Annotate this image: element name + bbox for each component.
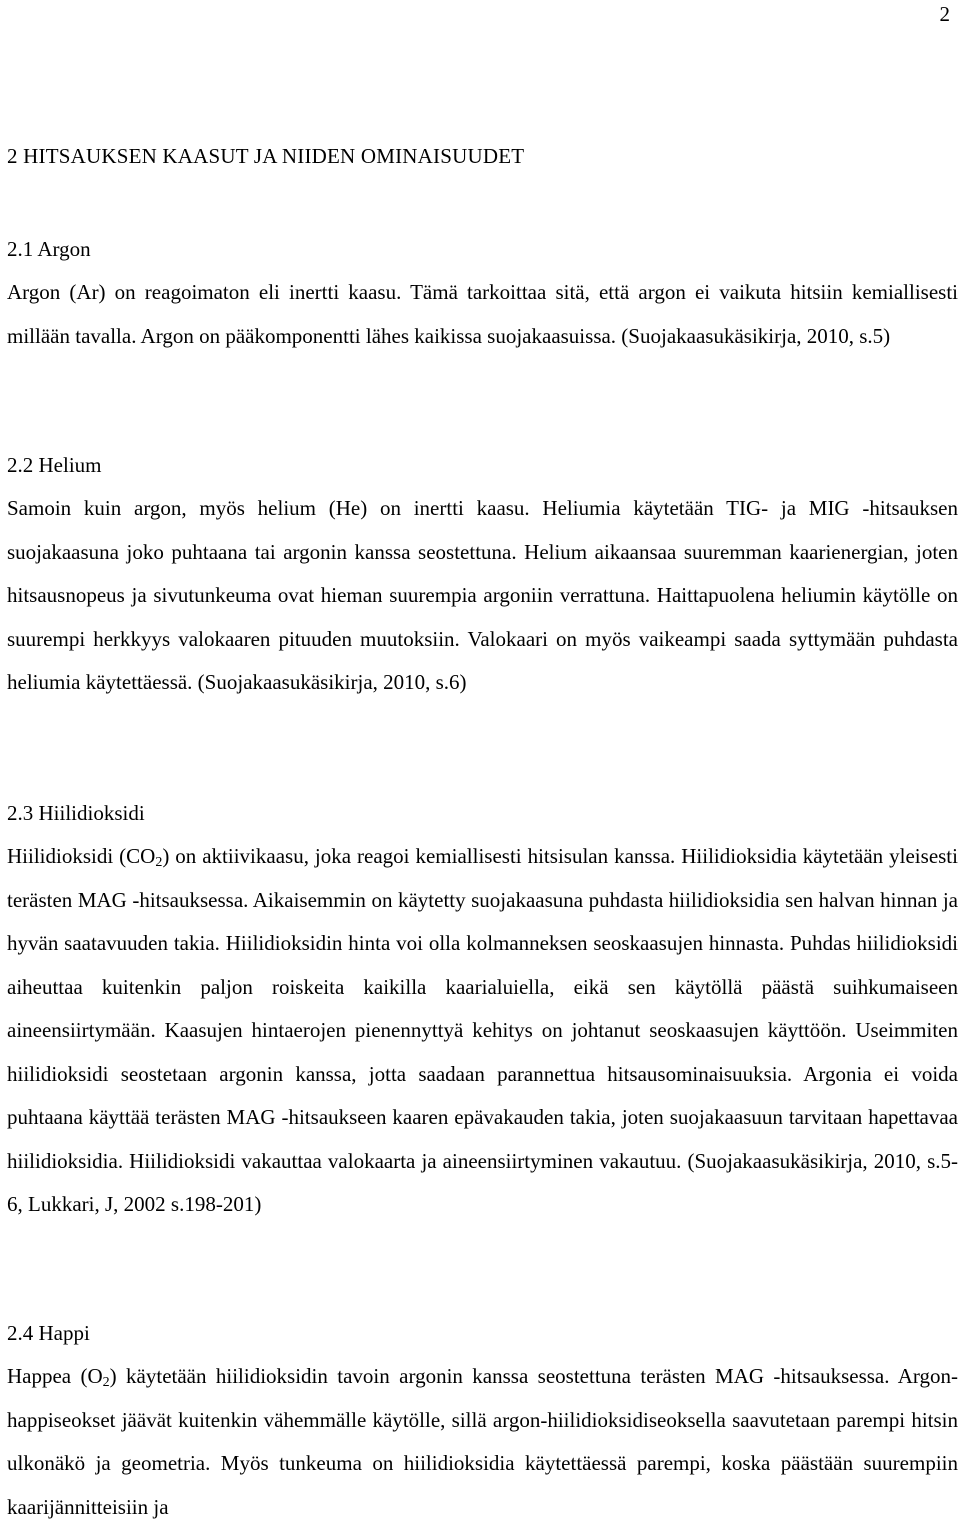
paragraph-text-start: Happea (O (7, 1364, 103, 1388)
paragraph-text-rest: ) on aktiivikaasu, joka reagoi kemiallisesti hitsisulan kanssa. Hiilidioksidia käytetään yleisesti terästen MAG -hitsauksessa. Aikaisemmin on käytetty suojakaasuna puhdasta hiilidioksidia sen halvan hinnan ja hyvän saatavuuden takia. Hiilidioksidin hinta voi olla kolmanneksen seoskaasujen hinnasta. Puhdas hiilidioksidi aiheuttaa kuitenkin paljon roiskeita kaikilla kaarialuiella, eikä sen käytöllä päästä suihkumaiseen aineensiirtymään. Kaasujen hintaerojen pienennyttyä kehitys on johtanut seoskaasujen käyttöön. Useimmiten hiilidioksidi seostetaan argonin kanssa, jotta saadaan parannettua hitsausominaisuuksia. Argonia ei voida puhtaana käyttää terästen MAG -hitsaukseen kaaren epävakauden takia, joten suojakaasuun tarvitaan hapettavaa hiilidioksidia. Hiilidioksidi vakauttaa valokaarta ja aineensiirtyminen vakautuu. (Suojakaasukäsikirja, 2010, s.5-6, Lukkari, J, 2002 s.198-201) (7, 844, 958, 1216)
paragraph-hiilidioksidi (7, 835, 958, 1227)
section-helium (7, 444, 958, 705)
subscript-2: 2 (155, 855, 163, 870)
chapter-title: 2 HITSAUKSEN KAASUT JA NIIDEN OMINAISUUDET (7, 144, 525, 168)
section-happi (7, 1312, 958, 1529)
paragraph-text-start: Hiilidioksidi (CO (7, 844, 156, 868)
subscript-2: 2 (102, 1375, 110, 1390)
paragraph-happi (7, 1355, 958, 1529)
paragraph-helium: Samoin kuin argon, myös helium (He) on inertti kaasu. Heliumia käytetään TIG- ja MIG -hitsauksen suojakaasuna joko puhtaana tai argonin kanssa seostettuna. Helium aikaansaa suuremman kaarienergian, joten hitsausnopeus ja sivutunkeuma ovat hieman suurempia argoniin verrattuna. Haittapuolena heliumin käytölle on suurempi herkkyys valokaaren pituuden muutoksiin. Valokaari on myös vaikeampi saada syttymään puhdasta heliumia käytettäessä. (Suojakaasukäsikirja, 2010, s.6) (7, 496, 958, 694)
paragraph-text-rest: ) käytetään hiilidioksidin tavoin argonin kanssa seostettuna terästen MAG -hitsauksessa. Argon-happiseokset jäävät kuitenkin vähemmälle käytölle, sillä argon-hiilidioksidiseoksella saavutetaan parempi hitsin ulkonäkö ja geometria. Myös tunkeuma on hiilidioksidia käytettäessä parempi, koska päästään suurempiin kaarijännitteisiin ja (7, 1364, 958, 1519)
page-number: 2 (939, 2, 950, 26)
section-heading-argon: 2.1 Argon (7, 237, 91, 261)
section-heading-hiilidioksidi: 2.3 Hiilidioksidi (7, 801, 145, 825)
section-heading-helium: 2.2 Helium (7, 453, 102, 477)
section-hiilidioksidi (7, 792, 958, 1227)
section-heading-happi: 2.4 Happi (7, 1321, 90, 1345)
paragraph-argon: Argon (Ar) on reagoimaton eli inertti kaasu. Tämä tarkoittaa sitä, että argon ei vaikuta hitsiin kemiallisesti millään tavalla. Argon on pääkomponentti lähes kaikissa suojakaasuissa. (Suojakaasukäsikirja, 2010, s.5) (7, 280, 958, 348)
section-argon (7, 228, 958, 358)
